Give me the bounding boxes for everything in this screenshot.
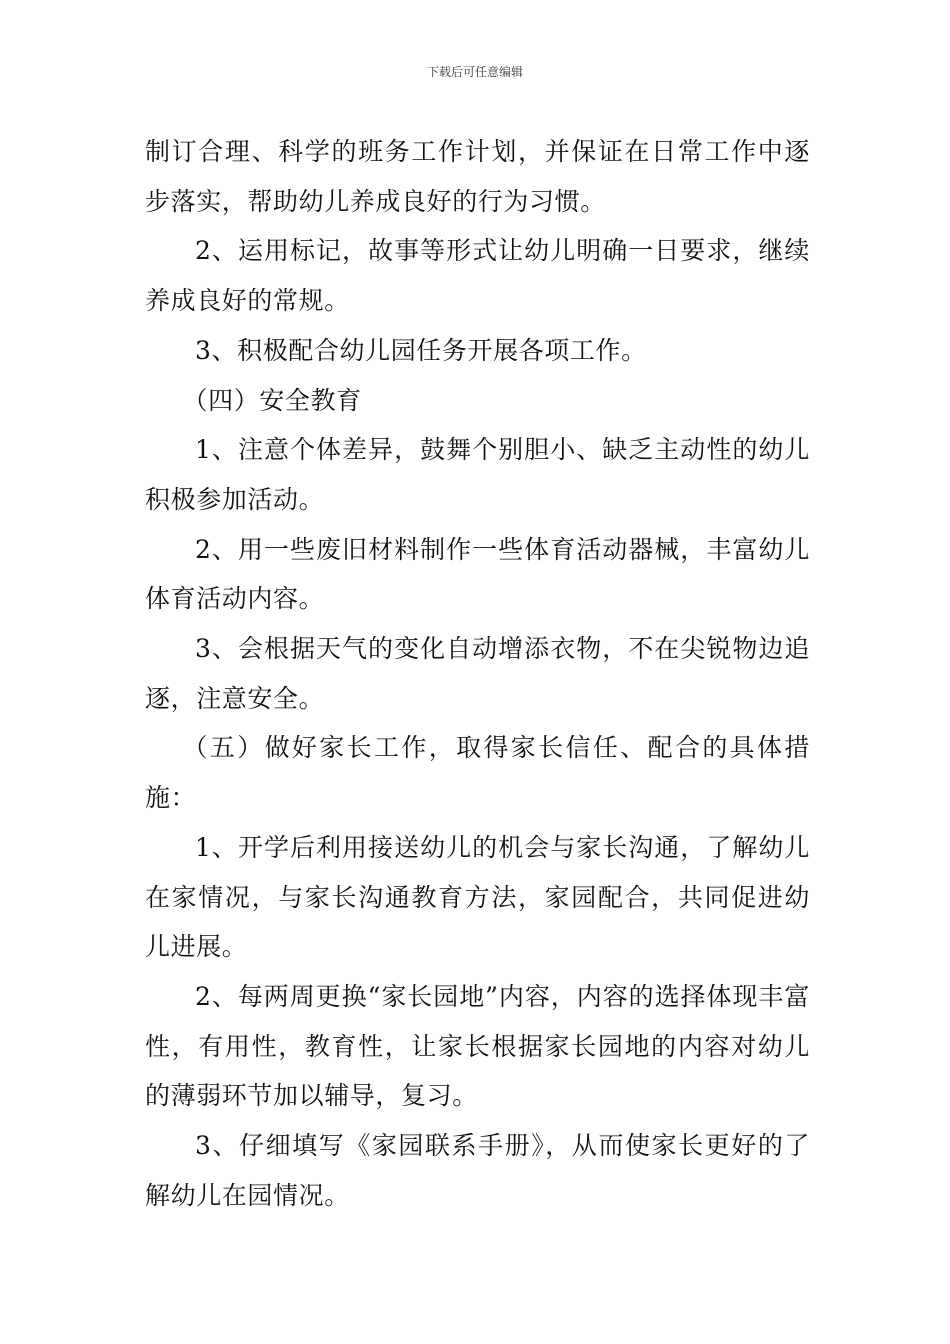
section-heading-safety: （四）安全教育 [182,385,362,415]
paragraph-parents-item-2: 2、每两周更换“家长园地”内容，内容的选择体现丰富性，有用性，教育性，让家长根据家长园地的内容对幼儿的薄弱环节加以辅导，复习。 [145,981,810,1111]
paragraph-class-plan-continued: 制订合理、科学的班务工作计划，并保证在日常工作中逐步落实，帮助幼儿养成良好的行为习惯。 [145,137,810,216]
paragraph-safety-item-1: 1、注意个体差异，鼓舞个别胆小、缺乏主动性的幼儿积极参加活动。 [145,435,810,514]
paragraph-parents-item-3: 3、仔细填写《家园联系手册》，从而使家长更好的了解幼儿在园情况。 [145,1131,810,1210]
paragraph-item-2-routine: 2、运用标记，故事等形式让幼儿明确一日要求，继续养成良好的常规。 [145,236,810,316]
paragraph-safety-item-3: 3、会根据天气的变化自动增添衣物，不在尖锐物边追逐，注意安全。 [145,634,810,713]
section-heading-parents: （五）做好家长工作，取得家长信任、配合的具体措施： [145,733,810,813]
paragraph-parents-item-1: 1、开学后利用接送幼儿的机会与家长沟通，了解幼儿在家情况，与家长沟通教育方法，家园配合，共同促进幼儿进展。 [145,832,810,962]
paragraph-item-3-cooperation: 3、积极配合幼儿园任务开展各项工作。 [195,335,647,365]
page-header: 下载后可任意编辑 [426,65,523,79]
document-body [145,127,810,1220]
paragraph-safety-item-2: 2、用一些废旧材料制作一些体育活动器械，丰富幼儿体育活动内容。 [145,534,810,614]
